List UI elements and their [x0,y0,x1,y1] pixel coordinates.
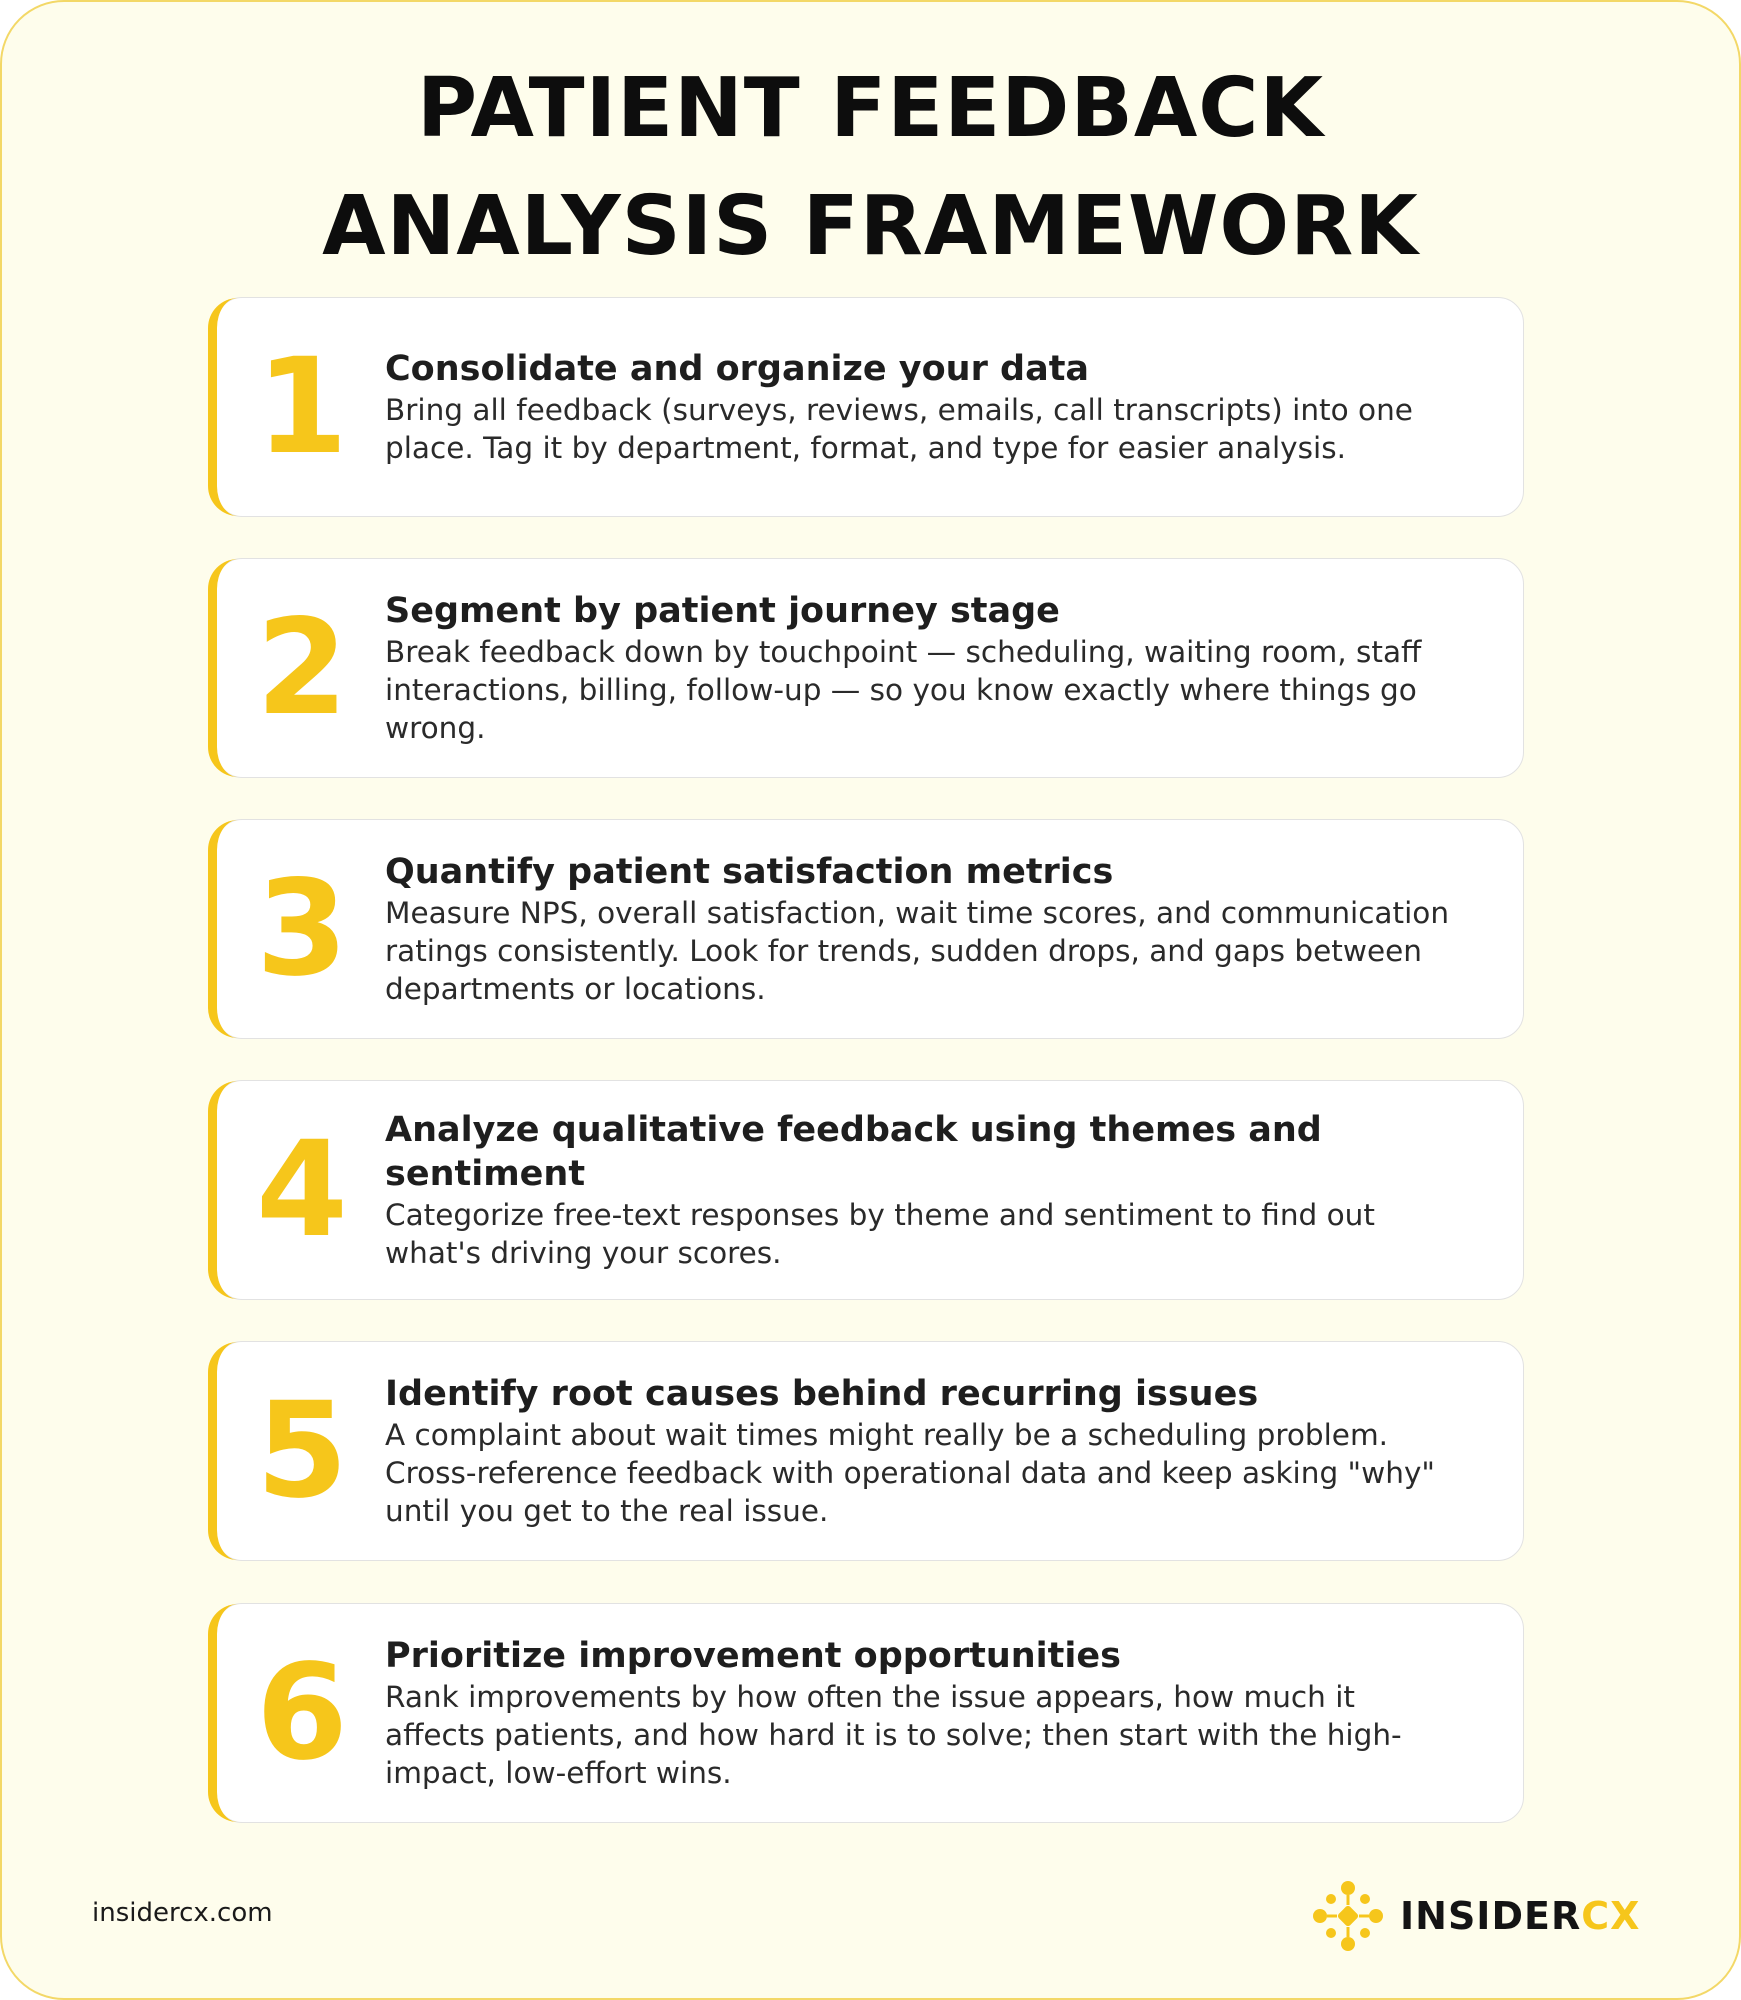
logo-text-insider: INSIDER [1400,1894,1582,1938]
step-card-5 [216,1341,1524,1561]
step-heading: Consolidate and organize your data [385,349,1090,389]
step-body: Categorize free-text responses by theme and sentiment to find out what's driving your scores. [385,1198,1375,1270]
title-line-1: PATIENT FEEDBACK [416,61,1325,156]
step-heading: Analyze qualitative feedback using themes and sentiment [385,1110,1322,1194]
page-title [0,50,1741,286]
insidercx-logo [1310,1878,1640,1954]
step-body: Break feedback down by touchpoint — scheduling, waiting room, staff interactions, billing, follow-up — so you know exactly where things go wrong. [385,635,1422,745]
step-number: 6 [256,1636,348,1790]
logo-text-cx: CX [1581,1894,1641,1938]
step-card-3 [216,819,1524,1039]
footer-url: insidercx.com [92,1898,273,1928]
insidercx-logo-icon [1310,1878,1386,1954]
step-number: 2 [256,591,348,745]
title-line-2: ANALYSIS FRAMEWORK [322,179,1419,274]
step-heading: Segment by patient journey stage [385,591,1060,631]
step-card-6 [216,1603,1524,1823]
step-number: 1 [256,330,348,484]
step-number: 5 [256,1374,348,1528]
step-body: Bring all feedback (surveys, reviews, emails, call transcripts) into one place. Tag it by department, format, and type for easier analysis. [385,393,1413,465]
step-card-1 [216,297,1524,517]
step-body: Measure NPS, overall satisfaction, wait time scores, and communication ratings consistently. Look for trends, sudden drops, and gaps between departments or locations. [385,896,1450,1006]
step-heading: Quantify patient satisfaction metrics [385,852,1114,892]
step-number: 4 [256,1113,348,1267]
step-body: Rank improvements by how often the issue appears, how much it affects patients, and how hard it is to solve; then start with the high-impact, low-effort wins. [385,1680,1402,1790]
step-number: 3 [256,852,348,1006]
step-card-2 [216,558,1524,778]
step-card-4 [216,1080,1524,1300]
step-heading: Identify root causes behind recurring issues [385,1374,1259,1414]
step-heading: Prioritize improvement opportunities [385,1636,1121,1676]
step-body: A complaint about wait times might really be a scheduling problem. Cross-reference feedback with operational data and keep asking "why" until you get to the real issue. [385,1418,1435,1528]
